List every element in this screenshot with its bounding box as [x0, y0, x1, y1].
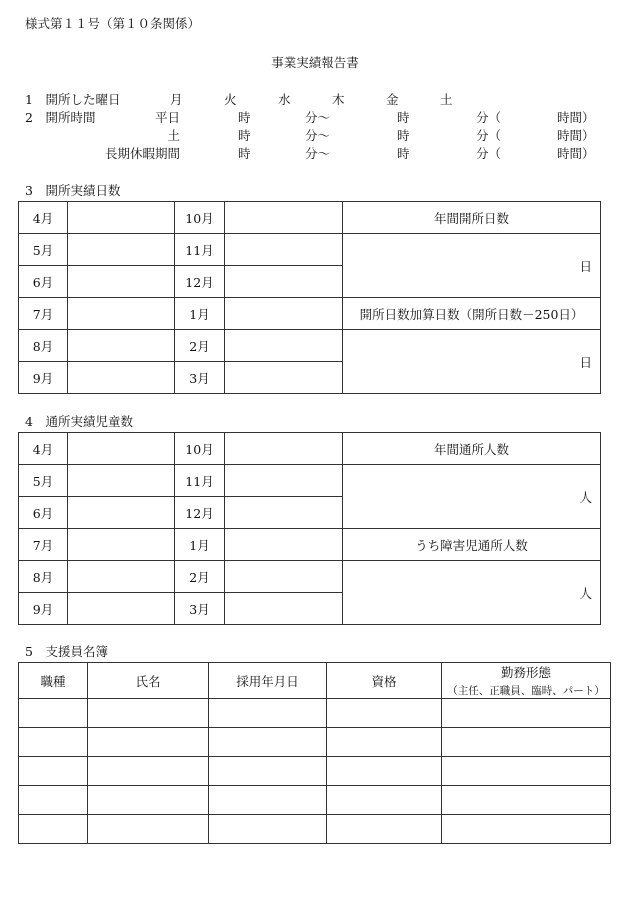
header-employment-type-label: 勤務形態: [500, 665, 551, 680]
value-cell[interactable]: [225, 202, 343, 234]
roster-cell[interactable]: [88, 786, 209, 815]
hours-fun-paren-2: 分（: [476, 128, 502, 143]
value-cell[interactable]: [225, 266, 343, 298]
weekday-tue: 火: [224, 92, 237, 107]
value-cell[interactable]: [68, 529, 175, 561]
value-cell[interactable]: [225, 433, 343, 465]
annual-attendance-value[interactable]: [343, 465, 601, 529]
roster-cell[interactable]: [209, 757, 327, 786]
roster-cell[interactable]: [88, 757, 209, 786]
month-cell: 4月: [19, 202, 68, 234]
header-employment-type: [442, 663, 611, 699]
weekday-mon: 月: [170, 92, 183, 107]
roster-row: [19, 786, 611, 815]
header-hire-date: 採用年月日: [209, 663, 327, 699]
roster-cell[interactable]: [442, 699, 611, 728]
value-cell[interactable]: [68, 202, 175, 234]
value-cell[interactable]: [68, 497, 175, 529]
month-cell: 1月: [175, 298, 225, 330]
section3-label: 3 開所実績日数: [25, 183, 121, 198]
month-cell: 7月: [19, 529, 68, 561]
added-days-header: 開所日数加算日数（開所日数－250日）: [343, 298, 601, 330]
month-cell: 11月: [175, 234, 225, 266]
unit-label: 日: [579, 354, 592, 370]
month-cell: 12月: [175, 497, 225, 529]
roster-cell[interactable]: [19, 728, 88, 757]
added-days-value[interactable]: [343, 330, 601, 394]
month-cell: 3月: [175, 593, 225, 625]
roster-cell[interactable]: [88, 815, 209, 844]
roster-cell[interactable]: [327, 815, 442, 844]
hours-fun-from-3: 分～: [305, 146, 331, 161]
hours-fun-from-2: 分～: [305, 128, 331, 143]
value-cell[interactable]: [225, 497, 343, 529]
hours-jikan-1: 時間）: [557, 110, 595, 125]
month-cell: 10月: [175, 202, 225, 234]
roster-cell[interactable]: [19, 815, 88, 844]
unit-label: 人: [579, 585, 592, 601]
hours-fun-paren-1: 分（: [476, 110, 502, 125]
roster-cell[interactable]: [327, 728, 442, 757]
attendance-table: [18, 432, 601, 625]
unit-label: 人: [579, 489, 592, 505]
hours-ji-5: 時: [238, 146, 251, 161]
month-cell: 12月: [175, 266, 225, 298]
month-cell: 5月: [19, 234, 68, 266]
value-cell[interactable]: [68, 433, 175, 465]
hours-row-saturday-name: 土: [167, 128, 180, 143]
opening-days-table: [18, 201, 601, 394]
page-title: 事業実績報告書: [271, 55, 359, 70]
roster-cell[interactable]: [19, 786, 88, 815]
value-cell[interactable]: [68, 266, 175, 298]
roster-cell[interactable]: [327, 786, 442, 815]
month-cell: 6月: [19, 497, 68, 529]
header-qualification: 資格: [327, 663, 442, 699]
month-cell: 3月: [175, 362, 225, 394]
month-cell: 11月: [175, 465, 225, 497]
form-number: 様式第１１号（第１０条関係）: [25, 16, 201, 31]
section2-label: 2 開所時間: [25, 110, 96, 125]
month-cell: 2月: [175, 561, 225, 593]
weekday-sat: 土: [440, 92, 453, 107]
value-cell[interactable]: [68, 362, 175, 394]
value-cell[interactable]: [225, 298, 343, 330]
value-cell[interactable]: [68, 465, 175, 497]
value-cell[interactable]: [225, 234, 343, 266]
disabled-children-value[interactable]: [343, 561, 601, 625]
hours-fun-from-1: 分～: [305, 110, 331, 125]
roster-cell[interactable]: [209, 786, 327, 815]
unit-label: 日: [579, 258, 592, 274]
roster-cell[interactable]: [442, 815, 611, 844]
roster-cell[interactable]: [327, 757, 442, 786]
roster-row: [19, 757, 611, 786]
value-cell[interactable]: [68, 593, 175, 625]
month-cell: 8月: [19, 561, 68, 593]
roster-cell[interactable]: [442, 757, 611, 786]
hours-row-weekday-name: 平日: [154, 110, 180, 125]
value-cell[interactable]: [225, 593, 343, 625]
weekday-thu: 木: [332, 92, 345, 107]
roster-cell[interactable]: [209, 699, 327, 728]
annual-days-value[interactable]: [343, 234, 601, 298]
hours-fun-paren-3: 分（: [476, 146, 502, 161]
roster-cell[interactable]: [88, 728, 209, 757]
roster-cell[interactable]: [88, 699, 209, 728]
month-cell: 10月: [175, 433, 225, 465]
roster-cell[interactable]: [209, 728, 327, 757]
hours-row-holiday-name: 長期休暇期間: [104, 146, 180, 161]
staff-roster-table: [18, 662, 611, 844]
header-job-type: 職種: [19, 663, 88, 699]
roster-cell[interactable]: [19, 757, 88, 786]
month-cell: 1月: [175, 529, 225, 561]
month-cell: 9月: [19, 593, 68, 625]
month-cell: 4月: [19, 433, 68, 465]
value-cell[interactable]: [68, 561, 175, 593]
section5-label: 5 支援員名簿: [25, 644, 108, 659]
hours-ji-1: 時: [238, 110, 251, 125]
roster-row: [19, 699, 611, 728]
weekday-wed: 水: [278, 92, 291, 107]
roster-row: [19, 815, 611, 844]
hours-ji-4: 時: [397, 128, 410, 143]
value-cell[interactable]: [225, 561, 343, 593]
hours-jikan-2: 時間）: [557, 128, 595, 143]
month-cell: 9月: [19, 362, 68, 394]
hours-ji-3: 時: [238, 128, 251, 143]
value-cell[interactable]: [225, 465, 343, 497]
disabled-children-header: うち障害児通所人数: [343, 529, 601, 561]
value-cell[interactable]: [225, 362, 343, 394]
section4-label: 4 通所実績児童数: [25, 414, 133, 429]
annual-attendance-header: 年間通所人数: [343, 433, 601, 465]
month-cell: 5月: [19, 465, 68, 497]
roster-cell[interactable]: [19, 699, 88, 728]
section1-label: 1 開所した曜日: [25, 92, 121, 107]
roster-cell[interactable]: [442, 786, 611, 815]
hours-ji-2: 時: [397, 110, 410, 125]
weekday-fri: 金: [386, 92, 399, 107]
value-cell[interactable]: [225, 529, 343, 561]
roster-row: [19, 728, 611, 757]
month-cell: 6月: [19, 266, 68, 298]
annual-days-header: 年間開所日数: [343, 202, 601, 234]
roster-cell[interactable]: [327, 699, 442, 728]
value-cell[interactable]: [68, 330, 175, 362]
value-cell[interactable]: [225, 330, 343, 362]
hours-ji-6: 時: [397, 146, 410, 161]
value-cell[interactable]: [68, 298, 175, 330]
header-employment-type-note: （主任、正職員、臨時、パート）: [447, 685, 605, 697]
hours-jikan-3: 時間）: [557, 146, 595, 161]
header-name: 氏名: [88, 663, 209, 699]
value-cell[interactable]: [68, 234, 175, 266]
month-cell: 2月: [175, 330, 225, 362]
roster-cell[interactable]: [209, 815, 327, 844]
roster-cell[interactable]: [442, 728, 611, 757]
month-cell: 7月: [19, 298, 68, 330]
month-cell: 8月: [19, 330, 68, 362]
